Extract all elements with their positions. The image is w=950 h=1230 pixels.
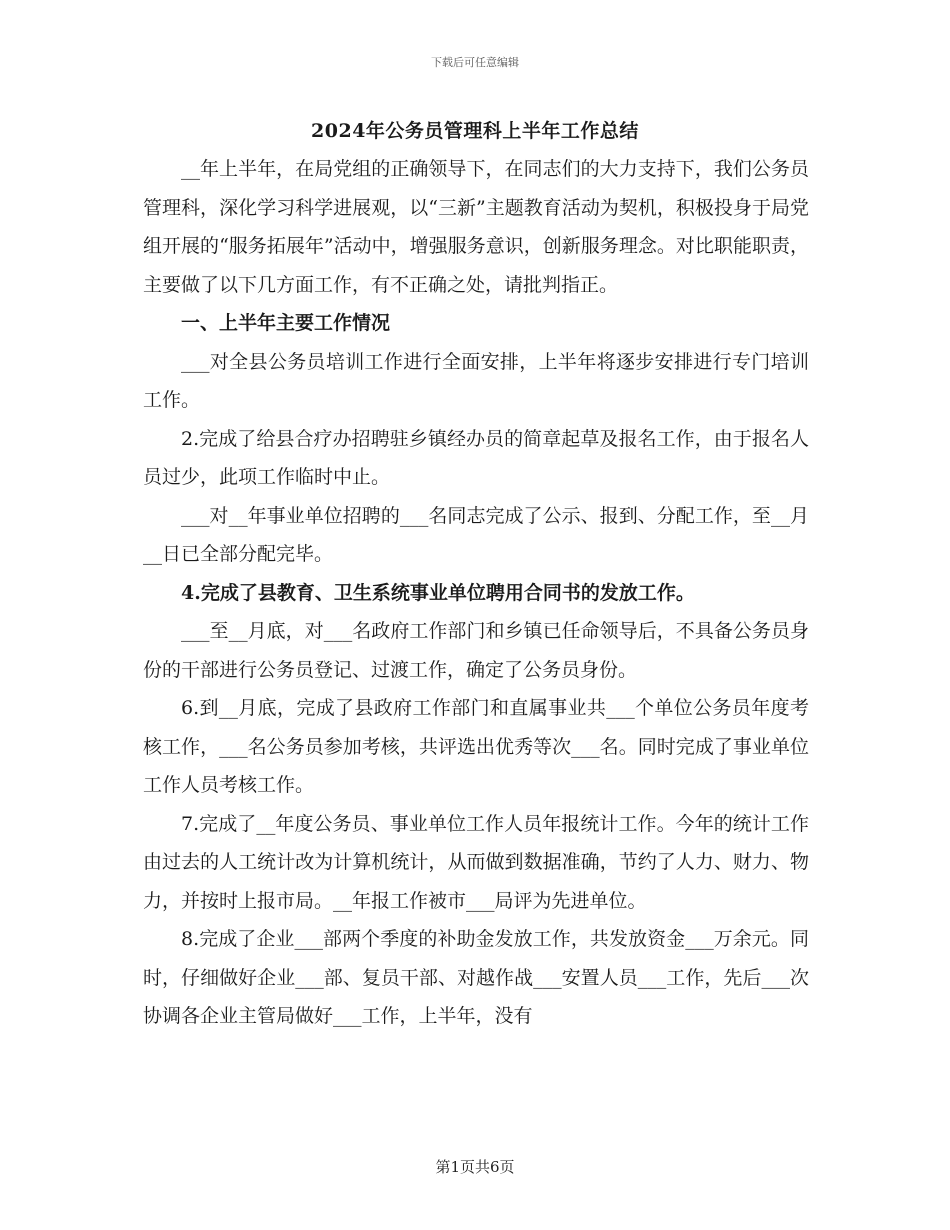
document-body <box>143 150 809 1036</box>
paragraph-item-5: ___至__月底，对___名政府工作部门和乡镇已任命领导后，不具备公务员身份的干部进行公务员登记、过渡工作，确定了公务员身份。 <box>143 620 809 681</box>
section-heading: 一、上半年主要工作情况 <box>181 312 391 334</box>
paragraph-item-2: 2.完成了给县合疗办招聘驻乡镇经办员的简章起草及报名工作，由于报名人员过少，此项工作临时中止。 <box>143 427 809 488</box>
page-number: 第1页共6页 <box>435 1158 515 1176</box>
paragraph-item-6: 6.到__月底，完成了县政府工作部门和直属事业共___个单位公务员年度考核工作，___名公务员参加考核，共评选出优秀等次___名。同时完成了事业单位工作人员考核工作。 <box>143 697 809 796</box>
paragraph-item-8: 8.完成了企业___部两个季度的补助金发放工作，共发放资金___万余元。同时，仔细做好企业___部、复员干部、对越作战___安置人员___工作，先后___次协调各企业主管局做好___工作，上半年，没有 <box>143 928 809 1027</box>
page-header: 下载后可任意编辑 <box>431 56 519 69</box>
document-title: 2024年公务员管理科上半年工作总结 <box>311 120 639 142</box>
paragraph-item-1: ___对全县公务员培训工作进行全面安排，上半年将逐步安排进行专门培训工作。 <box>143 350 809 411</box>
paragraph-item-4: 4.完成了县教育、卫生系统事业单位聘用合同书的发放工作。 <box>181 581 695 604</box>
paragraph-intro: __年上半年，在局党组的正确领导下，在同志们的大力支持下，我们公务员管理科，深化学习科学进展观，以“三新”主题教育活动为契机，积极投身于局党组开展的“服务拓展年”活动中，增强服务意识，创新服务理念。对比职能职责，主要做了以下几方面工作，有不正确之处，请批判指正。 <box>143 158 809 296</box>
paragraph-item-7: 7.完成了__年度公务员、事业单位工作人员年报统计工作。今年的统计工作由过去的人工统计改为计算机统计，从而做到数据准确，节约了人力、财力、物力，并按时上报市局。__年报工作被市___局评为先进单位。 <box>143 812 809 912</box>
paragraph-item-3: ___对__年事业单位招聘的___名同志完成了公示、报到、分配工作，至__月__日已全部分配完毕。 <box>143 504 809 565</box>
